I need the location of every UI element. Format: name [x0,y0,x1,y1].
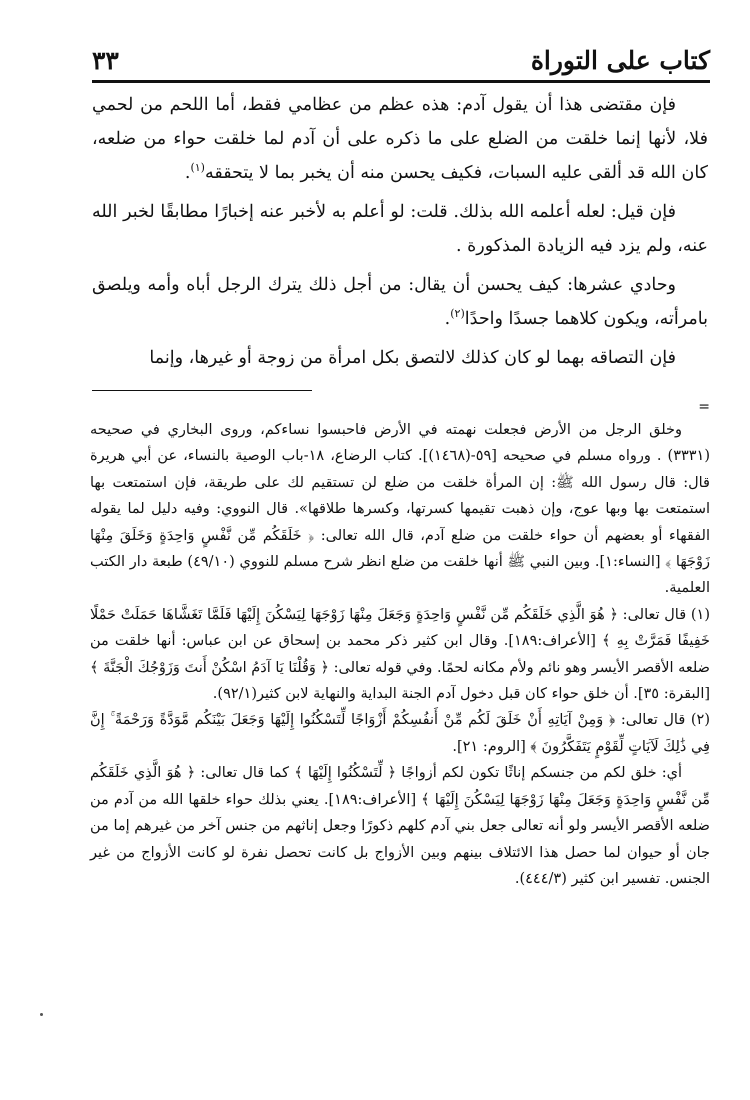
main-text [92,88,708,380]
margin-dot [40,1013,43,1016]
paragraph-1-end: . [184,163,191,183]
footnotes [90,417,710,892]
page-number: ٣٣ [92,46,119,75]
footnote-continuation: وخلق الرجل من الأرض فجعلت نهمته في الأرض فاحبسوا نساءكم، وروى البخاري في صحيحه (٣٣٣١) . ورواه مسلم في صحيحه [٥٩-(١٤٦٨)]. كتاب الرضاع، ١٨-باب الوصية بالنساء، عن أبي هريرة قال: قال رسول الله ﷺ: إن المرأة خلقت من ضلع لن تستقيم لك على طريقة، فإن استمتعت بها استمتعت بها وبها عوج، وإن ذهبت تقيمها كسرتها، وكسرها طلاقها». قال النووي: وفيه دليل لما يقوله الفقهاء أو بعضهم أن حواء خلقت من ضلع آدم، قال الله تعالى: ﴿ خَلَقَكُم مِّن نَّفْسٍ وَاحِدَةٍ وَخَلَقَ مِنْهَا زَوْجَهَا ﴾ [النساء:١]. وبين النبي ﷺ أنها خلقت من ضلع انظر شرح مسلم للنووي (٤٩/١٠) طبعة دار الكتب العلمية. [90,422,711,597]
paragraph-1-text: فإن مقتضى هذا أن يقول آدم: هذه عظم من عظامي فقط، أما اللحم من لحمي فلا، لأنها إنما خلقت من الضلع على ما ذكره على أن آدم لما خلقت حواء من ضلعه، كان الله قد ألقى عليه السبات، فكيف يحسن منه أن يخبر بما لا يتحققه [92,95,708,183]
page-header [92,44,710,83]
footnote-separator [92,390,312,391]
paragraph-1 [92,88,708,190]
footnote-ref-1[interactable]: (١) [190,161,205,175]
paragraph-2 [92,195,708,263]
paragraph-2-text: فإن قيل: لعله أعلمه الله بذلك. قلت: لو أعلم به لأخبر عنه إخبارًا مطابقًا لخبر الله عنه، ولم يزد فيه الزيادة المذكورة . [92,202,708,256]
paragraph-4 [92,341,708,375]
footnote-ref-2[interactable]: (٢) [450,307,465,321]
running-title: كتاب على التوراة [530,46,710,75]
footnote-2-continuation: أي: خلق لكم من جنسكم إناثًا تكون لكم أزواجًا ﴿ لِّتَسْكُنُوا إِلَيْهَا ﴾ كما قال تعالى: ﴿ هُوَ الَّذِي خَلَقَكُم مِّن نَّفْسٍ وَاحِدَةٍ وَجَعَلَ مِنْهَا زَوْجَهَا لِيَسْكُنَ إِلَيْهَا ﴾ [الأعراف:١٨٩]. يعني بذلك حواء خلقها الله من آدم من ضلعه الأقصر الأيسر ولو أنه تعالى جعل بني آدم كلهم ذكورًا وجعل إناثهم من جنس آخر من غيرهم إما من جان أو حيوان لما حصل هذا الائتلاف بينهم وبين الأزواج بل كانت تحصل نفرة لو كانت الأزواج من غير الجنس. تفسير ابن كثير (٤٤٤/٣). [90,765,710,887]
paragraph-3 [92,268,708,336]
paragraph-3-text: وحادي عشرها: كيف يحسن أن يقال: من أجل ذلك يترك الرجل أباه وأمه ويلصق بامرأته، ويكون كلاهما جسدًا واحدًا [92,275,708,329]
footnote-2: (٢) قال تعالى: ﴿ وَمِنْ آيَاتِهِ أَنْ خَلَقَ لَكُم مِّنْ أَنفُسِكُمْ أَزْوَاجًا لِّتَسْكُنُوا إِلَيْهَا وَجَعَلَ بَيْنَكُم مَّوَدَّةً وَرَحْمَةً ۚ إِنَّ فِي ذَٰلِكَ لَآيَاتٍ لِّقَوْمٍ يَتَفَكَّرُونَ ﴾ [الروم: ٢١]. [90,712,710,755]
footnote-1: (١) قال تعالى: ﴿ هُوَ الَّذِي خَلَقَكُم مِّن نَّفْسٍ وَاحِدَةٍ وَجَعَلَ مِنْهَا زَوْجَهَا لِيَسْكُنَ إِلَيْهَا فَلَمَّا تَغَشَّاهَا حَمَلَتْ حَمْلًا خَفِيفًا فَمَرَّتْ بِهِ ﴾ [الأعراف:١٨٩]. وقال ابن كثير ذكر محمد بن إسحاق عن ابن عباس: أنها خلقت من ضلعه الأقصر الأيسر وهو نائم ولأم مكانه لحمًا. وفي قوله تعالى: ﴿ وَقُلْنَا يَا آدَمُ اسْكُنْ أَنتَ وَزَوْجُكَ الْجَنَّةَ ﴾ [البقرة: ٣٥]. أن خلق حواء كان قبل دخول آدم الجنة البداية والنهاية لابن كثير(٩٢/١). [90,606,711,703]
continuation-marker: = [698,399,710,415]
paragraph-4-text: فإن التصاقه بهما لو كان كذلك لالتصق بكل امرأة من زوجة أو غيرها، وإنما [149,348,676,368]
paragraph-3-end: . [444,309,451,329]
